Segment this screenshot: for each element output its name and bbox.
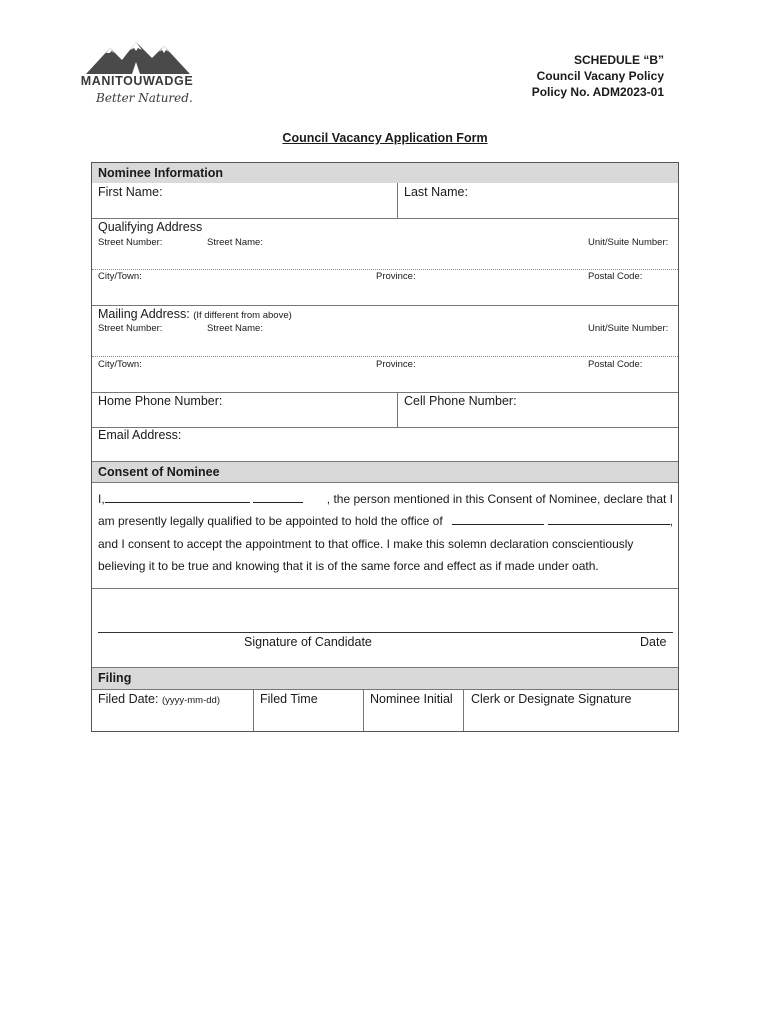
first-name-label: First Name:: [98, 185, 163, 199]
qualifying-address-title: Qualifying Address: [98, 220, 203, 234]
divider: [92, 305, 678, 306]
q-city-label: City/Town:: [98, 271, 142, 282]
m-unit-label: Unit/Suite Number:: [588, 323, 669, 334]
m-street-name-label: Street Name:: [207, 323, 263, 334]
divider: [92, 588, 678, 589]
schedule-header: [532, 52, 664, 100]
mailing-address-label: Mailing Address:: [98, 307, 190, 321]
divider: [92, 482, 678, 483]
email-label: Email Address:: [98, 428, 182, 442]
consent-text-2a: am presently legally qualified to be appointed to hold the office of: [98, 514, 443, 528]
q-province-label: Province:: [376, 271, 416, 282]
form-title: Council Vacancy Application Form: [282, 131, 488, 145]
consent-line-3: and I consent to accept the appointment to that office. I make this solemn declaration conscientiously: [98, 537, 634, 551]
municipal-logo: [78, 38, 198, 116]
signature-line: [98, 632, 673, 633]
mailing-address-note: (If different from above): [193, 310, 292, 321]
nominee-section-title: Nominee Information: [98, 166, 224, 180]
name-divider: [397, 183, 398, 218]
last-name-label: Last Name:: [404, 185, 468, 199]
divider: [92, 689, 678, 690]
schedule-label: SCHEDULE “B”: [573, 53, 664, 67]
cell-phone-label: Cell Phone Number:: [404, 394, 517, 408]
q-unit-label: Unit/Suite Number:: [588, 237, 669, 248]
q-street-name-label: Street Name:: [207, 237, 263, 248]
office-blank: [452, 514, 544, 525]
consent-line-2: [98, 514, 673, 528]
mountain-logo-icon: [86, 38, 190, 76]
nominee-name-blank: [105, 492, 250, 503]
policy-name: Council Vacany Policy: [536, 69, 664, 83]
office-blank-2: [548, 514, 670, 525]
mailing-address-title: [98, 307, 292, 321]
filing-divider: [253, 689, 254, 731]
logo-wordmark: MANITOUWADGE: [80, 74, 194, 88]
filing-divider: [463, 689, 464, 731]
consent-line-1: [98, 492, 673, 506]
signature-label: Signature of Candidate: [244, 635, 372, 649]
filed-time-label: Filed Time: [260, 692, 318, 706]
consent-text-2b: ,: [669, 514, 673, 528]
phone-divider: [397, 392, 398, 427]
consent-text-1a: I,: [98, 492, 105, 506]
m-province-label: Province:: [376, 359, 416, 370]
clerk-signature-label: Clerk or Designate Signature: [471, 692, 632, 706]
divider: [92, 392, 678, 393]
consent-line-4: believing it to be true and knowing that it is of the same force and effect as if made under oath.: [98, 559, 599, 573]
consent-text-1b: , the person mentioned in this Consent of Nominee, declare that I: [326, 492, 673, 506]
m-postal-label: Postal Code:: [588, 359, 643, 370]
filed-date-cell: [98, 692, 220, 706]
date-label: Date: [640, 635, 667, 649]
m-city-label: City/Town:: [98, 359, 142, 370]
consent-section-title: Consent of Nominee: [98, 465, 220, 479]
home-phone-label: Home Phone Number:: [98, 394, 223, 408]
m-street-number-label: Street Number:: [98, 323, 163, 334]
q-postal-label: Postal Code:: [588, 271, 643, 282]
filing-section-title: Filing: [98, 671, 132, 685]
divider: [92, 356, 678, 357]
policy-number: Policy No. ADM2023-01: [531, 85, 664, 99]
divider: [92, 269, 678, 270]
logo-tagline: Better Natured.: [96, 91, 193, 105]
filed-date-label: Filed Date:: [98, 692, 159, 706]
divider: [92, 218, 678, 219]
filing-divider: [363, 689, 364, 731]
filing-section-header: [92, 668, 678, 689]
nominee-name-blank-2: [253, 492, 303, 503]
filed-date-format: (yyyy-mm-dd): [161, 695, 220, 706]
nominee-initial-label: Nominee Initial: [370, 692, 453, 706]
q-street-number-label: Street Number:: [98, 237, 163, 248]
